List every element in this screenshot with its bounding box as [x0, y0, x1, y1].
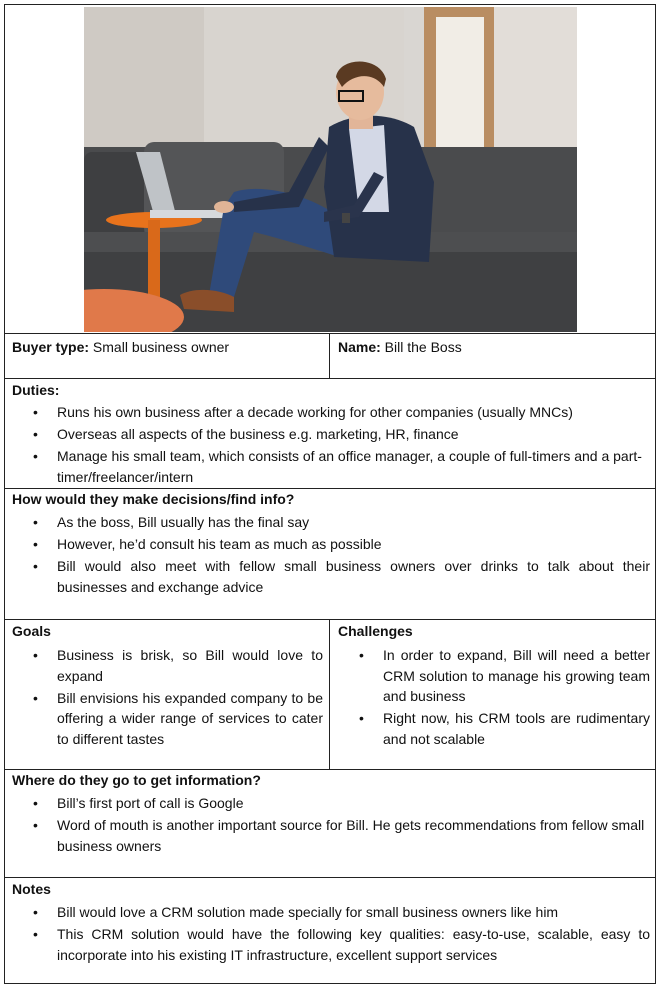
list-item: • Right now, his CRM tools are rudimentary and not scalable [331, 708, 650, 749]
column-divider [329, 334, 330, 378]
list-item: • Overseas all aspects of the business e.g. marketing, HR, finance [5, 424, 650, 445]
goals-heading: Goals [12, 623, 51, 639]
photo-section [5, 5, 655, 333]
notes-heading: Notes [12, 881, 51, 897]
decisions-section [5, 488, 655, 619]
buyer-type-value: Small business owner [89, 339, 230, 355]
list-item: • Bill envisions his expanded company to be offering a wider range of services to cater to different tastes [5, 688, 323, 750]
information-section [5, 769, 655, 877]
duties-list [5, 402, 650, 489]
list-item: • This CRM solution would have the following key qualities: easy-to-use, scalable, easy to incorporate into his existing IT infrastructure, excellent support services [5, 924, 650, 965]
information-list [5, 793, 650, 858]
buyer-type [12, 339, 229, 355]
buyer-persona-sheet [4, 4, 656, 984]
buyer-info-row [5, 333, 655, 378]
decisions-list [5, 512, 650, 599]
persona-name-label: Name: [338, 339, 381, 355]
list-item: • Bill would also meet with fellow small business owners over drinks to talk about their businesses and exchange advice [5, 556, 650, 597]
goals-list [5, 645, 323, 751]
list-item: • Word of mouth is another important source for Bill. He gets recommendations from fellow small business owners [5, 815, 650, 856]
list-item: • Bill would love a CRM solution made specially for small business owners like him [5, 902, 650, 923]
list-item: • In order to expand, Bill will need a better CRM solution to manage his growing team and business [331, 645, 650, 707]
persona-photo-illustration [84, 7, 577, 332]
duties-section [5, 378, 655, 488]
challenges-heading: Challenges [338, 623, 413, 639]
list-item: • However, he’d consult his team as much as possible [5, 534, 650, 555]
buyer-type-label: Buyer type: [12, 339, 90, 355]
list-item: • As the boss, Bill usually has the final say [5, 512, 650, 533]
persona-name-value: Bill the Boss [380, 339, 462, 355]
list-item: • Business is brisk, so Bill would love to expand [5, 645, 323, 686]
information-heading: Where do they go to get information? [12, 772, 261, 788]
persona-photo [84, 7, 577, 332]
notes-list [5, 902, 650, 967]
challenges-list [331, 645, 650, 751]
notes-section [5, 877, 655, 983]
list-item: • Manage his small team, which consists of an office manager, a couple of full-timers and a part-timer/freelancer/intern [5, 446, 650, 487]
persona-name [338, 339, 462, 355]
list-item: • Runs his own business after a decade working for other companies (usually MNCs) [5, 402, 650, 423]
duties-heading: Duties: [12, 382, 60, 398]
column-divider [329, 620, 330, 769]
list-item: • Bill’s first port of call is Google [5, 793, 650, 814]
goals-challenges-section [5, 619, 655, 769]
decisions-heading: How would they make decisions/find info? [12, 491, 295, 507]
